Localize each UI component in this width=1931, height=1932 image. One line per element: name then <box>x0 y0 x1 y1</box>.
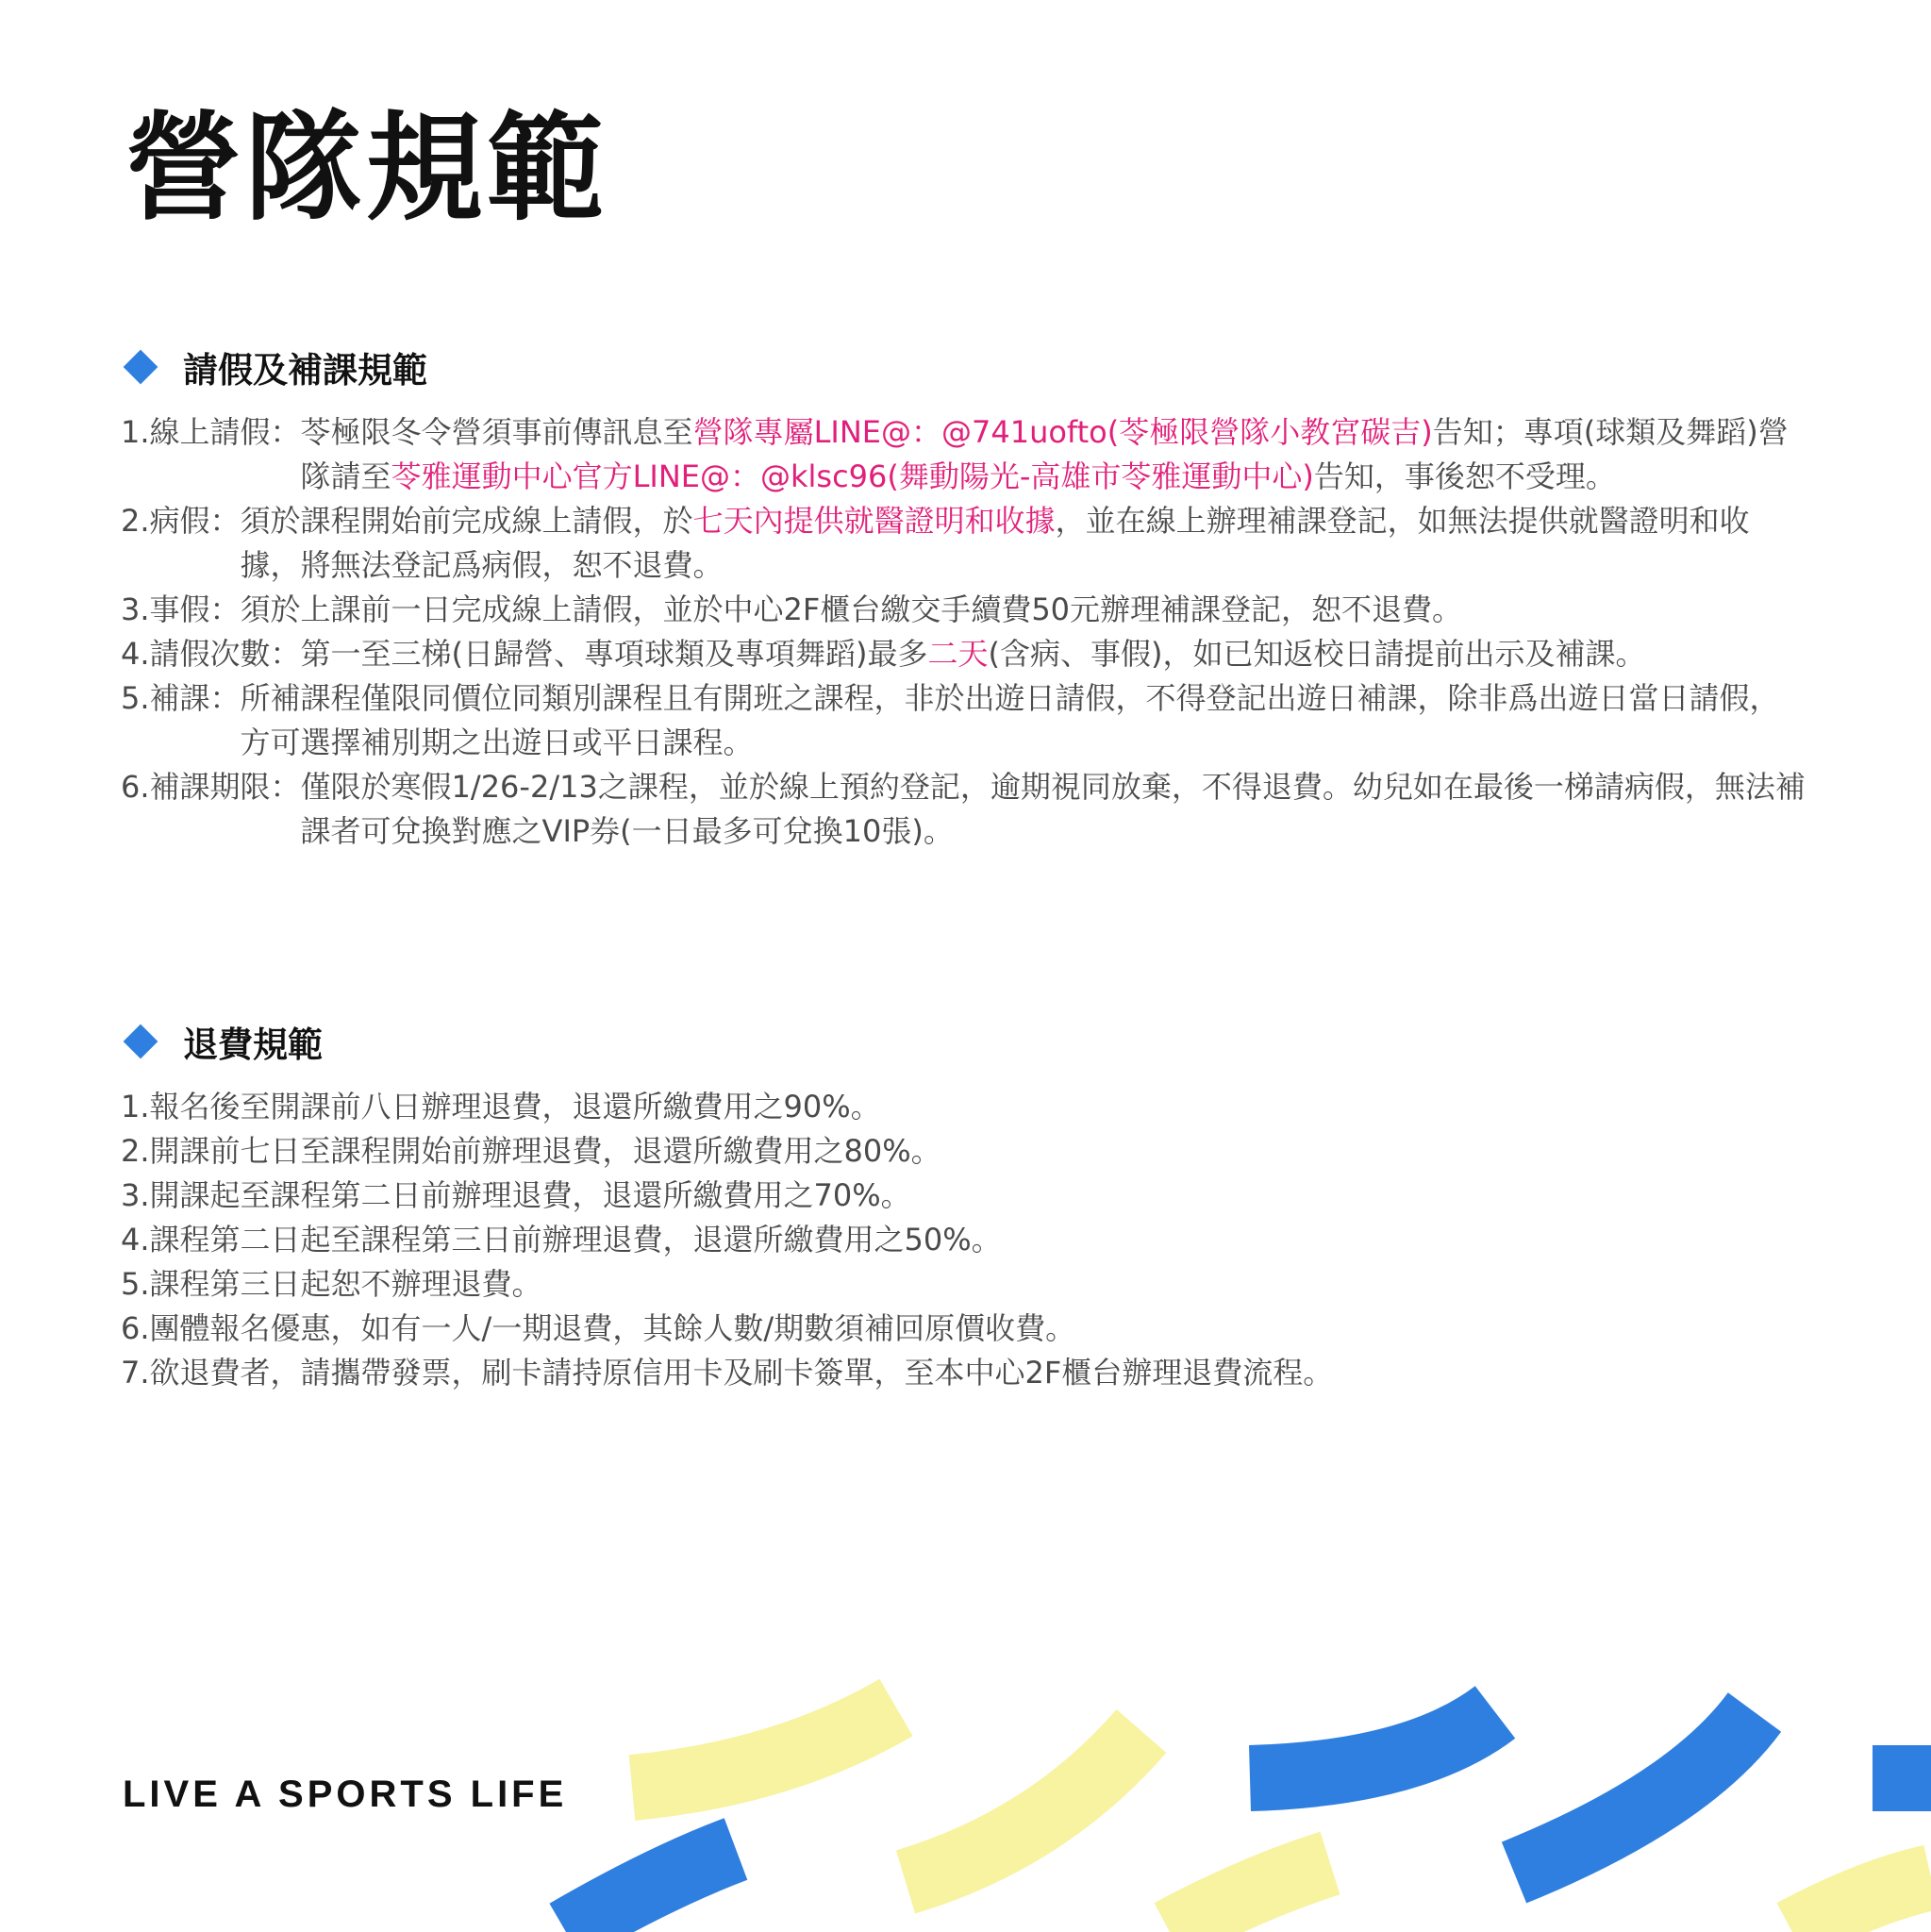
page-title: 營隊規範 <box>125 101 608 237</box>
rule-text: 須於課程開始前完成線上請假，於 <box>240 503 693 539</box>
leave-rule-label: 2.病假： <box>121 503 241 539</box>
rule-text: 第一至三梯(日歸營、專項球類及專項舞蹈)最多 <box>300 636 928 672</box>
refund-rule: 3.開課起至課程第二日前辦理退費，退還所繳費用之70%。 <box>121 1177 911 1213</box>
refund-rule: 2.開課前七日至課程開始前辦理退費，退還所繳費用之80%。 <box>121 1133 941 1169</box>
leave-rule-label: 6.補課期限： <box>121 769 301 805</box>
leave-rule-label: 5.補課： <box>121 680 241 716</box>
highlighted-text: 二天 <box>927 636 989 672</box>
rule-text: 告知，事後恕不受理。 <box>1313 458 1616 494</box>
rule-text: 苓極限冬令營須事前傳訊息至 <box>300 414 693 450</box>
leave-rule-label: 3.事假： <box>121 591 241 627</box>
ribbon-blue-2 <box>1514 1712 1755 1873</box>
ribbon-yellow-4 <box>1792 1877 1931 1932</box>
ribbon-blue-4 <box>566 1849 736 1932</box>
rule-text: 僅限於寒假1/26-2/13之課程，並於線上預約登記，逾期視同放棄，不得退費。幼兒如在最後一梯請病假，無法補課者可兌換對應之VIP券(一日最多可兌換10張)。 <box>300 769 1806 849</box>
ribbon-yellow-1 <box>632 1707 896 1788</box>
slogan: LIVE A SPORTS LIFE <box>123 1774 568 1815</box>
leave-rule-label: 4.請假次數： <box>121 636 301 672</box>
rule-text: ，並在線上辦理補課登記，如無法提供就醫證明和收據，將無法登記爲病假，恕不退費。 <box>240 503 1750 583</box>
rule-text: 所補課程僅限同價位同類別課程且有開班之課程，非於出遊日請假，不得登記出遊日補課，除非爲出遊日當日請假，方可選擇補別期之出遊日或平日課程。 <box>240 680 1780 760</box>
refund-rule: 4.課程第二日起至課程第三日前辦理退費，退還所繳費用之50%。 <box>121 1222 1002 1257</box>
rule-text: 告知；專項(球類及舞蹈)營隊請至 <box>300 414 1789 494</box>
refund-rule: 1.報名後至開課前八日辦理退費，退還所繳費用之90%。 <box>121 1089 881 1124</box>
refund-rules-heading: 退費規範 <box>183 1024 323 1065</box>
ribbon-yellow-2 <box>906 1731 1141 1882</box>
rule-text: (含病、事假)，如已知返校日請提前出示及補課。 <box>988 636 1646 672</box>
highlighted-text: 苓雅運動中心官方LINE@：@klsc96(舞動陽光-高雄市苓雅運動中心) <box>391 458 1314 494</box>
refund-rule: 5.課程第三日起恕不辦理退費。 <box>121 1266 542 1302</box>
highlighted-text: 營隊專屬LINE@：@741uofto(苓極限營隊小教宮碳吉) <box>692 414 1433 450</box>
refund-rule: 6.團體報名優惠，如有一人/一期退費，其餘人數/期數須補回原價收費。 <box>121 1310 1076 1346</box>
leave-rule-label: 1.線上請假： <box>121 414 301 450</box>
refund-rule: 7.欲退費者，請攜帶發票，刷卡請持原信用卡及刷卡簽單，至本中心2F櫃台辦理退費流程。 <box>121 1355 1334 1391</box>
highlighted-text: 七天內提供就醫證明和收據 <box>692 503 1056 539</box>
rule-text: 須於上課前一日完成線上請假，並於中心2F櫃台繳交手續費50元辦理補課登記，恕不退費。 <box>240 591 1463 627</box>
leave-rules-heading: 請假及補課規範 <box>183 350 427 391</box>
ribbon-blue-1 <box>1250 1712 1495 1778</box>
ribbon-yellow-3 <box>1170 1863 1330 1932</box>
